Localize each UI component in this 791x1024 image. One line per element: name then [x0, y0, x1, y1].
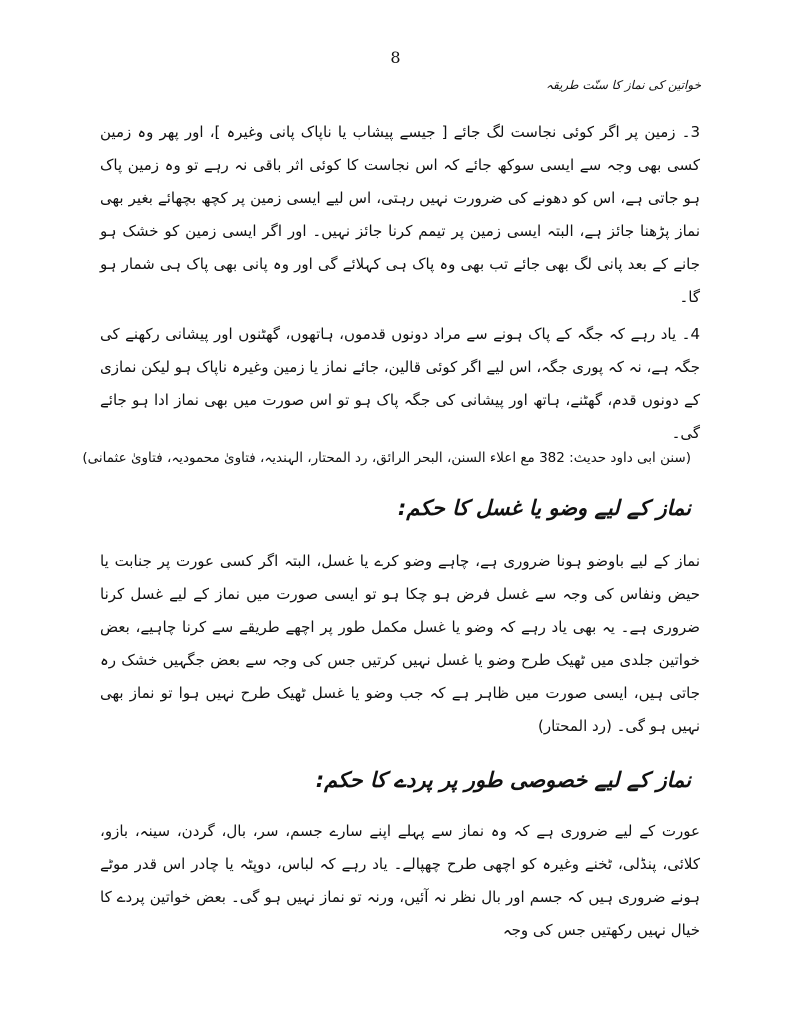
paragraph-purdah: عورت کے لیے ضروری ہے کہ وہ نماز سے پہلے اپنے سارے جسم، سر، بال، گردن، سینہ، بازو، کلائی، پنڈلی، ٹخنے وغیرہ کو اچھی طرح چھپالے۔ یاد رہے کہ لباس، دوپٹہ یا چادر اس قدر موٹے ہونے ضروری ہیں کہ جسم اور بال نظر نہ آئیں، ورنہ تو نماز نہیں ہو گی۔ بعض خواتین پردے کا خیال نہیں رکھتیں جس کی وجہ — [100, 822, 700, 939]
running-header: خواتین کی نماز کا سنّت طریقہ — [545, 78, 701, 92]
paragraph-wudu: نماز کے لیے باوضو ہونا ضروری ہے، چاہے وضو کرے یا غسل، البتہ اگر کسی عورت پر جنابت یا حیض ونفاس کی وجہ سے غسل فرض ہو چکا ہو تو ایسی صورت میں نماز کے لیے غسل کرنا ضروری ہے۔ یہ بھی یاد رہے کہ وضو یا غسل مکمل طور پر اچھے طریقے سے کرنا چاہیے، بعض خواتین جلدی میں ٹھیک طرح وضو یا غسل نہیں کرتیں جس کی وجہ سے بعض جگہیں خشک رہ جاتی ہیں، ایسی صورت میں ظاہر ہے کہ جب وضو یا غسل ٹھیک طرح نہیں ہوا تو نماز بھی نہیں ہو گی۔ (رد المحتار) — [100, 552, 700, 735]
sources-citation: (سنن ابی داود حدیث: 382 مع اعلاء السنن، البحر الرائق، رد المحتار، الہندیہ، فتاویٰ محمودیہ، فتاویٰ عثمانی) — [82, 450, 691, 466]
heading-purdah: نماز کے لیے خصوصی طور پر پردے کا حکم: — [315, 768, 691, 792]
paragraph-4: 4۔ یاد رہے کہ جگہ کے پاک ہونے سے مراد دونوں قدموں، ہاتھوں، گھٹنوں اور پیشانی رکھنے کی جگہ ہے، نہ کہ پوری جگہ، اس لیے اگر کوئی قالین، جائے نماز یا زمین وغیرہ ناپاک ہو لیکن نمازی کے دونوں قدم، گھٹنے، ہاتھ اور پیشانی کی جگہ پاک ہو تو اس صورت میں بھی نماز ادا ہو جائے گی۔ — [100, 325, 700, 442]
heading-wudu-ghusl: نماز کے لیے وضو یا غسل کا حکم: — [397, 496, 691, 520]
paragraph-3: 3۔ زمین پر اگر کوئی نجاست لگ جائے [ جیسے پیشاب یا ناپاک پانی وغیرہ ]، اور پھر وہ زمین کسی بھی وجہ سے ایسی سوکھ جائے کہ اس نجاست کا کوئی اثر باقی نہ رہے تو وہ زمین پاک ہو جاتی ہے، اس کو دھونے کی ضرورت نہیں رہتی، اس لیے ایسی زمین پر کچھ بچھائے بغیر بھی نماز پڑھنا جائز ہے، البتہ ایسی زمین پر تیمم کرنا جائز نہیں۔ اور اگر ایسی زمین کو خشک ہو جانے کے بعد پانی لگ بھی جائے تب بھی وہ پاک ہی کہلائے گی اور وہ پانی بھی پاک ہی شمار ہو گا۔ — [100, 123, 700, 306]
page-number: 8 — [390, 48, 401, 67]
